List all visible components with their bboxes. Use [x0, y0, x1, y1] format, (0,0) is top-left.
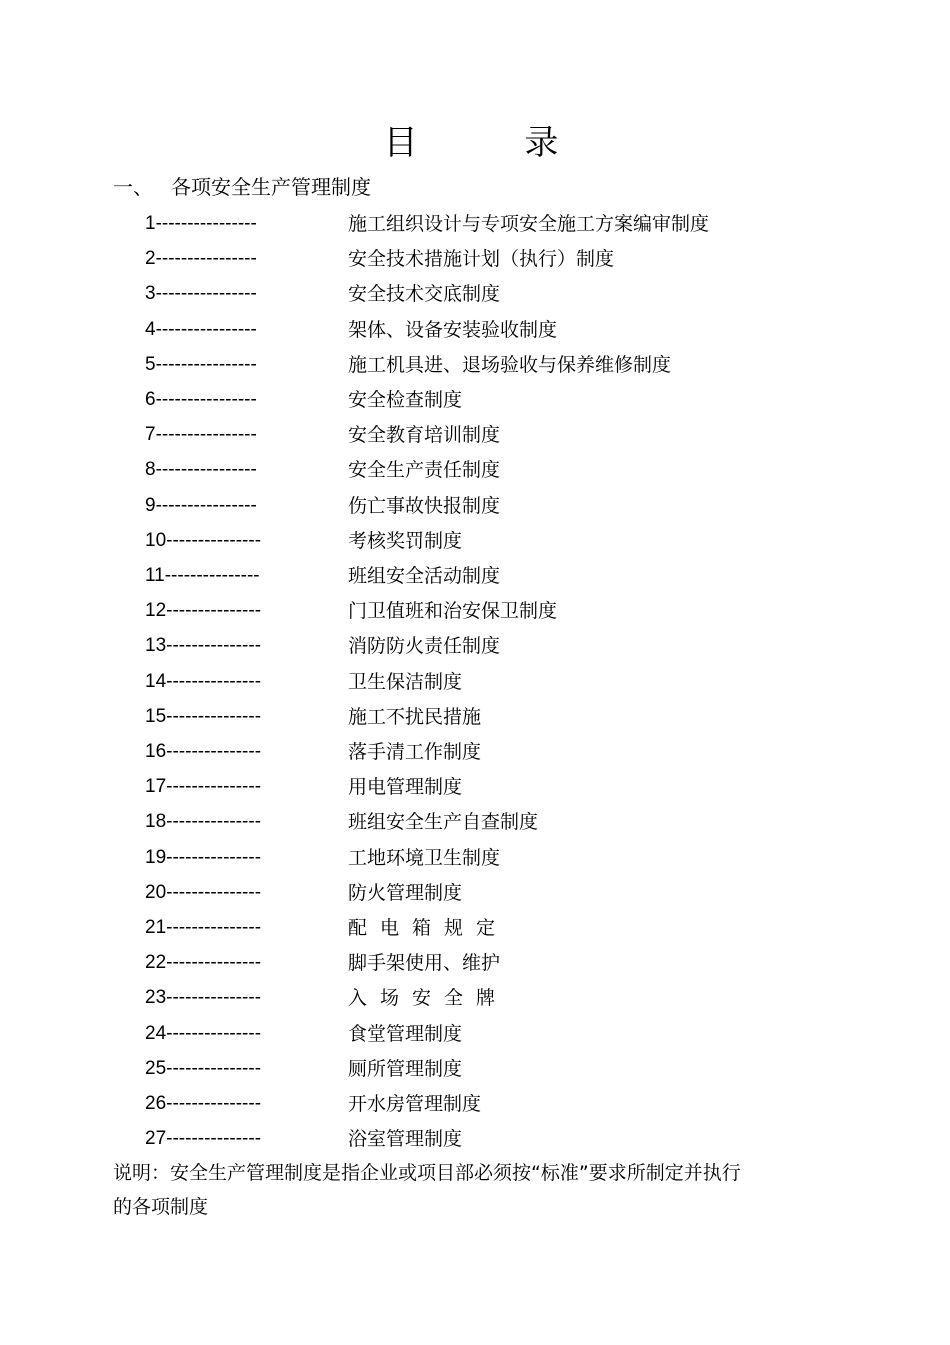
toc-item-number: 15---------------: [145, 705, 262, 727]
toc-item: [0, 1088, 950, 1120]
toc-item-title: 入场安全牌: [348, 987, 509, 1010]
toc-item-title: 安全教育培训制度: [348, 424, 501, 447]
toc-item: [0, 243, 950, 275]
toc-item-title: 安全生产责任制度: [348, 459, 501, 482]
toc-item-number: 25---------------: [145, 1057, 262, 1079]
toc-item-number: 6----------------: [145, 389, 257, 410]
toc-item-title: 落手清工作制度: [348, 741, 482, 763]
toc-item: [0, 666, 950, 698]
toc-item: [0, 982, 950, 1014]
toc-item-number: 22---------------: [145, 952, 262, 974]
toc-item-number: 9----------------: [145, 494, 257, 516]
toc-item-title: 工地环境卫生制度: [348, 846, 501, 869]
toc-item-title: 防火管理制度: [348, 881, 463, 904]
toc-item: [0, 630, 950, 662]
toc-item: [0, 947, 950, 979]
toc-item-number: 24---------------: [145, 1022, 262, 1044]
toc-item-title: 施工机具进、退场验收与保养维修制度: [348, 353, 672, 376]
toc-item-number: 27---------------: [145, 1128, 262, 1150]
toc-item-number: 10---------------: [145, 529, 262, 551]
toc-item-number: 17---------------: [145, 776, 262, 798]
section-marker: 一、: [113, 175, 153, 199]
toc-item: [0, 560, 950, 592]
toc-item-title: 卫生保洁制度: [348, 670, 463, 693]
toc-item-title: 安全技术措施计划（执行）制度: [348, 248, 615, 271]
toc-item-number: 26---------------: [145, 1093, 262, 1114]
section-heading-text: 各项安全生产管理制度: [171, 175, 371, 199]
toc-item-number: 2----------------: [145, 248, 257, 270]
toc-item: [0, 1053, 950, 1085]
toc-item: [0, 771, 950, 803]
toc-item: [0, 278, 950, 310]
toc-item-title: 配电箱规定: [348, 917, 509, 939]
toc-item-title: 厕所管理制度: [348, 1057, 463, 1080]
toc-item-title: 门卫值班和治安保卫制度: [348, 600, 558, 623]
toc-item: [0, 806, 950, 838]
toc-item-number: 12---------------: [145, 600, 262, 622]
toc-item: [0, 1123, 950, 1155]
toc-item-title: 食堂管理制度: [348, 1022, 463, 1045]
toc-item-title: 考核奖罚制度: [348, 529, 463, 552]
toc-item-number: 18---------------: [145, 811, 262, 833]
toc-item-number: 21---------------: [145, 917, 262, 938]
toc-item-title: 开水房管理制度: [348, 1093, 482, 1115]
toc-item-number: 19---------------: [145, 846, 262, 868]
toc-item-number: 5----------------: [145, 353, 257, 375]
section-heading: [113, 172, 371, 202]
toc-item: [0, 208, 950, 240]
toc-item-number: 20---------------: [145, 881, 262, 903]
toc-item: [0, 490, 950, 522]
toc-item-title: 安全检查制度: [348, 389, 463, 411]
toc-item: [0, 525, 950, 557]
toc-item-title: 消防防火责任制度: [348, 635, 501, 658]
toc-item: [0, 877, 950, 909]
toc-item-number: 16---------------: [145, 741, 262, 762]
toc-item: [0, 736, 950, 768]
toc-item-title: 脚手架使用、维护: [348, 952, 501, 975]
toc-item: [0, 595, 950, 627]
toc-item-number: 7----------------: [145, 424, 257, 446]
toc-item-number: 23---------------: [145, 987, 262, 1009]
toc-item: [0, 842, 950, 874]
toc-item: [0, 349, 950, 381]
explanatory-note: 说明：安全生产管理制度是指企业或项目部必须按“标准”要求所制定并执行的各项制度: [113, 1162, 741, 1218]
toc-item-title: 施工组织设计与专项安全施工方案编审制度: [348, 213, 710, 235]
toc-item-title: 用电管理制度: [348, 776, 463, 799]
toc-item-title: 班组安全活动制度: [348, 565, 501, 587]
toc-item: [0, 419, 950, 451]
toc-item-number: 3----------------: [145, 283, 257, 305]
toc-item: [0, 701, 950, 733]
toc-item-number: 13---------------: [145, 635, 262, 657]
toc-item-title: 施工不扰民措施: [348, 705, 482, 728]
toc-item-number: 11---------------: [145, 565, 260, 586]
toc-item-number: 14---------------: [145, 670, 262, 692]
toc-item-title: 伤亡事故快报制度: [348, 494, 501, 517]
toc-item-number: 1----------------: [145, 213, 257, 234]
toc-item-title: 班组安全生产自查制度: [348, 811, 539, 834]
toc-item-title: 浴室管理制度: [348, 1128, 463, 1151]
toc-item: [0, 454, 950, 486]
toc-item-number: 8----------------: [145, 459, 257, 481]
toc-item-number: 4----------------: [145, 318, 257, 340]
toc-item: [0, 912, 950, 944]
toc-item: [0, 314, 950, 346]
page-title: 目 录: [383, 123, 607, 163]
toc-item: [0, 384, 950, 416]
toc-item-title: 架体、设备安装验收制度: [348, 318, 558, 341]
toc-item: [0, 1018, 950, 1050]
toc-item-title: 安全技术交底制度: [348, 283, 501, 306]
